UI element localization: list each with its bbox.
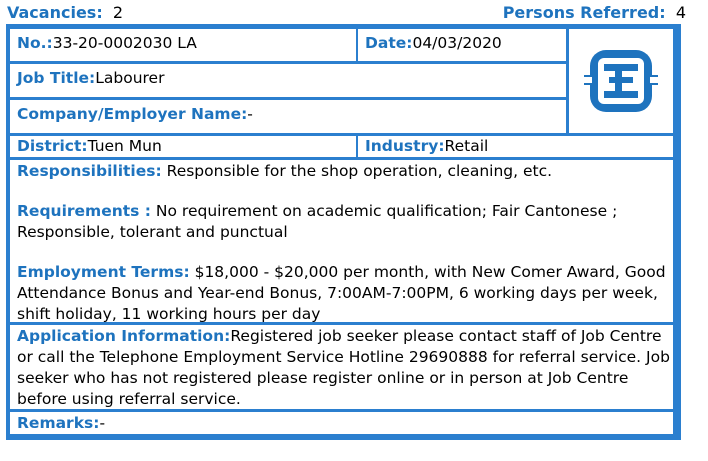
district-label: District: (17, 137, 88, 155)
remarks-label: Remarks: (17, 414, 100, 432)
application-info-cell (9, 324, 674, 410)
industry-cell (357, 135, 674, 158)
vacancies-value: 2 (112, 3, 124, 22)
vacancy-summary (7, 2, 686, 24)
responsibilities-label: Responsibilities: (17, 162, 162, 180)
job-details-card (6, 24, 681, 440)
persons-referred-value: 4 (675, 3, 686, 22)
responsibilities (17, 161, 673, 182)
employment-terms (17, 262, 673, 323)
industry-label: Industry: (365, 137, 445, 155)
application-info-label: Application Information: (17, 327, 231, 345)
date-value: 04/03/2020 (412, 34, 502, 52)
date-cell (357, 28, 567, 62)
company-value: - (247, 105, 253, 123)
job-title-cell (9, 63, 567, 98)
district-value: Tuen Mun (87, 137, 162, 155)
persons-referred (503, 2, 686, 24)
labour-department-logo-icon (584, 44, 658, 118)
remarks-value: - (99, 414, 106, 432)
job-title-label: Job Title: (17, 69, 96, 87)
employment-terms-value: $18,000 - $20,000 per month, with New Comer Award, Good Attendance Bonus and Year-end Bonus, 7:00AM-7:00PM, 6 working days per week, shift holiday, 11 working hours per day (17, 263, 666, 323)
job-number-label: No.: (17, 34, 53, 52)
application-info-value: Registered job seeker please contact staff of Job Centre or call the Telephone Employment Service Hotline 29690888 for referral service. Job seeker who has not registered please register online or in person at Job Centre before using referral service. (17, 327, 670, 408)
logo-cell (568, 28, 674, 134)
requirements (17, 201, 673, 243)
job-number-cell (9, 28, 357, 62)
persons-referred-label: Persons Referred: (502, 3, 666, 22)
remarks-cell (9, 411, 674, 435)
vacancies (7, 2, 123, 24)
company-cell (9, 99, 567, 134)
requirements-label: Requirements : (17, 202, 151, 220)
job-title-value: Labourer (95, 69, 165, 87)
date-label: Date: (365, 34, 413, 52)
responsibilities-value: Responsible for the shop operation, cleaning, etc. (161, 162, 553, 180)
district-cell (9, 135, 357, 158)
industry-value: Retail (444, 137, 489, 155)
company-label: Company/Employer Name: (17, 105, 248, 123)
vacancies-label: Vacancies: (7, 3, 103, 22)
employment-terms-label: Employment Terms: (17, 263, 190, 281)
requirements-value: No requirement on academic qualification; Fair Cantonese ; Responsible, tolerant and punctual (17, 202, 618, 241)
job-description-cell (9, 159, 674, 323)
job-number-value: 33-20-0002030 LA (52, 34, 197, 52)
